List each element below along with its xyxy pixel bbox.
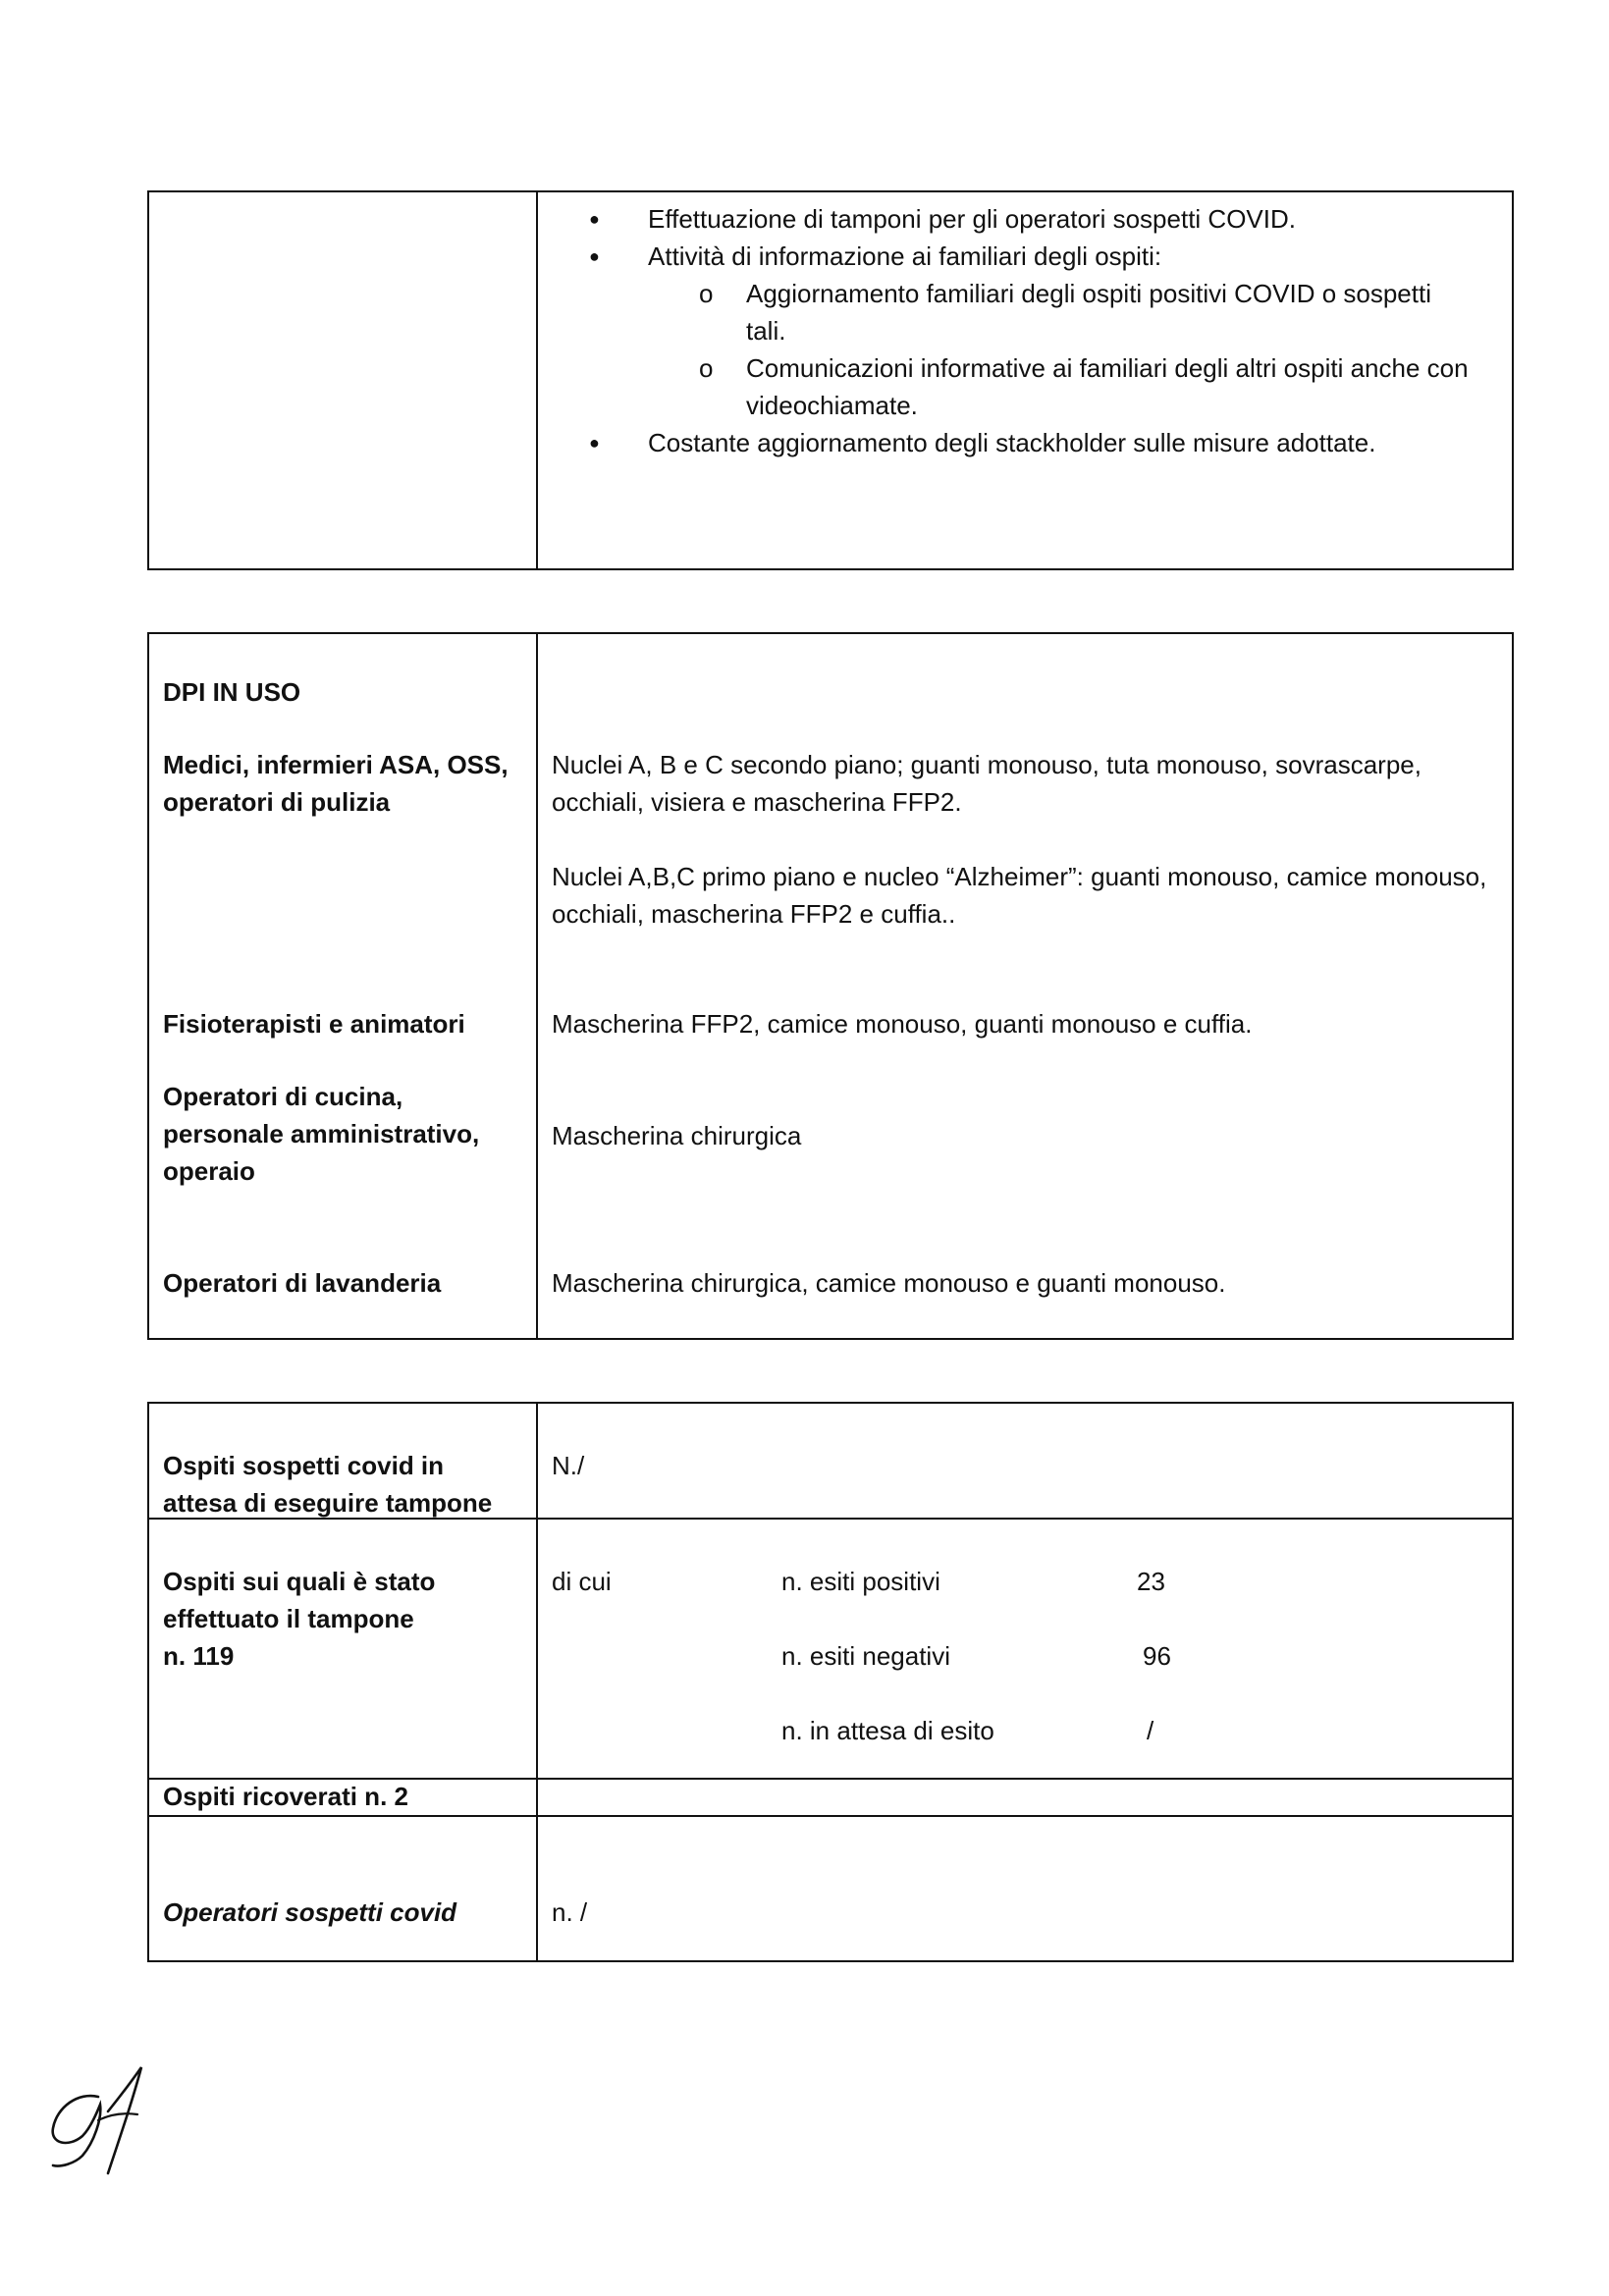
result-value: 23	[1137, 1567, 1165, 1596]
hospitalized-value	[538, 1780, 1512, 1815]
activities-list	[538, 200, 1512, 461]
result-value: /	[1147, 1716, 1154, 1745]
signature	[39, 2057, 167, 2185]
activities-content-cell	[538, 192, 1512, 568]
table-row	[149, 1778, 1512, 1815]
suspected-operators-label	[149, 1817, 538, 1962]
table-row	[149, 1404, 1512, 1518]
di-cui-label: di cui	[552, 1567, 612, 1596]
suspected-operators-value	[538, 1817, 1512, 1962]
ppe-medical-first-floor: Nuclei A,B,C primo piano e nucleo “Alzheimer”: guanti monouso, camice monouso, occhiali, mascherina FFP2 e cuffia..	[552, 862, 1487, 929]
suspected-guests-label	[149, 1404, 538, 1518]
result-label: n. in attesa di esito	[781, 1716, 994, 1745]
ppe-equipment-cell	[538, 634, 1512, 1338]
value-text: N./	[552, 1451, 585, 1480]
ppe-roles-cell	[149, 634, 538, 1338]
role-kitchen-admin: Operatori di cucina, personale amministrativo, operaio	[163, 1082, 480, 1186]
sub-list	[648, 275, 1512, 424]
list-item	[538, 238, 1512, 424]
bullet-text: Effettuazione di tamponi per gli operatori sospetti COVID.	[648, 204, 1296, 234]
ppe-kitchen: Mascherina chirurgica	[552, 1121, 802, 1150]
bullet-text: Attività di informazione ai familiari degli ospiti:	[648, 241, 1162, 271]
activities-table	[147, 190, 1514, 570]
label-text: Operatori sospetti covid	[163, 1897, 457, 1927]
list-item	[538, 424, 1512, 461]
activities-label-cell	[149, 192, 538, 568]
sub-bullet-text: Comunicazioni informative ai familiari degli altri ospiti anche con videochiamate.	[746, 353, 1469, 420]
hospitalized-label	[149, 1780, 538, 1815]
list-item	[538, 200, 1512, 238]
table-row	[149, 1518, 1512, 1778]
table-row	[149, 1815, 1512, 1962]
label-text: Ospiti ricoverati n. 2	[163, 1782, 408, 1811]
activities-row	[149, 192, 1512, 568]
result-label: n. esiti positivi	[781, 1567, 940, 1596]
tested-guests-results	[538, 1520, 1512, 1778]
ppe-medical-second-floor: Nuclei A, B e C secondo piano; guanti monouso, tuta monouso, sovrascarpe, occhiali, visiera e mascherina FFP2.	[552, 750, 1421, 817]
role-physio-animators: Fisioterapisti e animatori	[163, 1009, 465, 1039]
sub-list-item	[538, 349, 1512, 424]
ppe-physio: Mascherina FFP2, camice monouso, guanti monouso e cuffia.	[552, 1009, 1253, 1039]
covid-status-table	[147, 1402, 1514, 1962]
bullet-text: Costante aggiornamento degli stackholder sulle misure adottate.	[648, 428, 1376, 457]
result-label: n. esiti negativi	[781, 1641, 950, 1671]
role-medical-staff: Medici, infermieri ASA, OSS, operatori di pulizia	[163, 750, 509, 817]
ppe-table	[147, 632, 1514, 1340]
label-text: Ospiti sospetti covid in attesa di eseguire tampone	[163, 1451, 493, 1518]
label-text: Ospiti sui quali è stato effettuato il tampone	[163, 1567, 436, 1633]
tested-count: n. 119	[163, 1641, 235, 1671]
sub-bullet-text: Aggiornamento familiari degli ospiti positivi COVID o sospetti tali.	[746, 279, 1431, 346]
ppe-heading: DPI IN USO	[163, 677, 301, 707]
tested-guests-label	[149, 1520, 538, 1778]
ppe-laundry: Mascherina chirurgica, camice monouso e guanti monouso.	[552, 1268, 1226, 1298]
suspected-guests-value	[538, 1404, 1512, 1518]
value-text: n. /	[552, 1897, 588, 1927]
ppe-row	[149, 634, 1512, 1338]
result-value: 96	[1143, 1641, 1171, 1671]
sub-list-item	[538, 275, 1512, 349]
role-laundry: Operatori di lavanderia	[163, 1268, 442, 1298]
